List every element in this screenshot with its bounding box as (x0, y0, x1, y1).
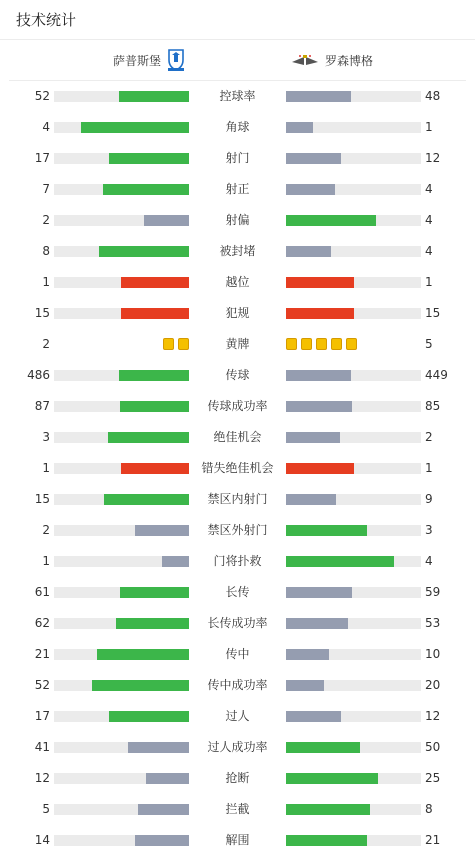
home-bar-track (54, 122, 189, 133)
home-value: 2 (42, 213, 50, 227)
stat-label: 射偏 (225, 213, 250, 227)
away-bar-track (286, 184, 421, 195)
yellow-card-icon (178, 338, 189, 350)
home-bar-fill (146, 773, 189, 784)
home-value: 2 (42, 523, 50, 537)
home-value: 12 (34, 771, 50, 785)
away-bar-fill (286, 711, 341, 722)
away-value: 50 (425, 740, 441, 754)
away-bar-track (286, 804, 421, 815)
stat-row (0, 112, 475, 143)
home-value: 3 (42, 430, 50, 444)
stat-label: 黄牌 (225, 337, 250, 351)
home-bar-track (54, 494, 189, 505)
home-team-crest-icon (167, 48, 185, 72)
home-value: 8 (42, 244, 50, 258)
home-bar-fill (97, 649, 189, 660)
away-bar-track (286, 773, 421, 784)
home-value: 4 (42, 120, 50, 134)
home-bar-track (54, 525, 189, 536)
home-bar-track (54, 742, 189, 753)
away-bar-fill (286, 525, 367, 536)
home-value: 52 (34, 89, 50, 103)
stat-row (0, 701, 475, 732)
home-value: 17 (34, 709, 50, 723)
home-value: 52 (34, 678, 50, 692)
away-value: 20 (425, 678, 441, 692)
away-bar-fill (286, 773, 378, 784)
stat-row (0, 81, 475, 112)
home-bar-track (54, 556, 189, 567)
away-bar-fill (286, 680, 324, 691)
stat-row (0, 546, 475, 577)
yellow-card-icon (301, 338, 312, 350)
away-bar-track (286, 587, 421, 598)
stat-row (0, 236, 475, 267)
stat-label: 控球率 (219, 89, 256, 103)
away-bar-track (286, 246, 421, 257)
away-bar-fill (286, 556, 394, 567)
stat-row (0, 515, 475, 546)
stat-label: 射正 (225, 182, 250, 196)
home-bar-track (54, 773, 189, 784)
away-bar-track (286, 91, 421, 102)
away-bar-track (286, 277, 421, 288)
stat-row (0, 391, 475, 422)
home-bar-track (54, 91, 189, 102)
away-bar-fill (286, 587, 352, 598)
away-bar-fill (286, 215, 376, 226)
home-bar-track (54, 804, 189, 815)
away-bar-fill (286, 153, 341, 164)
away-bar-track (286, 711, 421, 722)
stat-label: 越位 (225, 275, 250, 289)
stat-label: 过人成功率 (207, 740, 268, 754)
home-value: 1 (42, 554, 50, 568)
home-value: 61 (34, 585, 50, 599)
yellow-card-icon (316, 338, 327, 350)
away-bar-fill (286, 122, 313, 133)
stat-label: 传球 (225, 368, 250, 382)
home-bar-fill (119, 91, 189, 102)
home-value: 41 (34, 740, 50, 754)
stat-row (0, 174, 475, 205)
stat-label: 禁区外射门 (207, 523, 268, 537)
home-value: 5 (42, 802, 50, 816)
stat-label: 犯规 (225, 306, 250, 320)
home-bar-fill (81, 122, 189, 133)
away-team-name: 罗森博格 (325, 53, 374, 68)
home-bar-fill (120, 587, 189, 598)
home-bar-track (54, 184, 189, 195)
yellow-card-icon (346, 338, 357, 350)
stat-label: 禁区内射门 (207, 492, 268, 506)
away-value: 4 (425, 213, 433, 227)
stat-row (0, 670, 475, 701)
away-value: 4 (425, 182, 433, 196)
stat-label: 长传 (225, 585, 250, 599)
away-value: 8 (425, 802, 433, 816)
stat-label: 门将扑救 (213, 554, 262, 568)
home-bar-fill (128, 742, 189, 753)
away-bar-track (286, 153, 421, 164)
away-bar-track (286, 618, 421, 629)
page-title: 技术统计 (16, 11, 77, 29)
stat-label: 传中 (225, 647, 250, 661)
stat-row (0, 143, 475, 174)
home-bar-fill (144, 215, 189, 226)
away-team-crest-icon (291, 54, 319, 66)
away-value: 25 (425, 771, 441, 785)
home-value: 15 (34, 492, 50, 506)
stat-label: 长传成功率 (207, 616, 268, 630)
home-bar-track (54, 277, 189, 288)
away-value: 15 (425, 306, 441, 320)
stat-label: 解围 (225, 833, 250, 847)
stat-label: 角球 (225, 120, 250, 134)
away-value: 449 (425, 368, 448, 382)
away-bar-fill (286, 91, 351, 102)
stat-row (0, 825, 475, 856)
home-bar-fill (104, 494, 189, 505)
away-value: 59 (425, 585, 441, 599)
away-bar-track (286, 463, 421, 474)
teams-header (9, 40, 466, 81)
home-bar-track (54, 215, 189, 226)
away-value: 21 (425, 833, 441, 847)
away-bar-track (286, 742, 421, 753)
home-bar-fill (99, 246, 189, 257)
home-bar-track (54, 153, 189, 164)
away-bar-fill (286, 432, 340, 443)
away-value: 4 (425, 554, 433, 568)
away-bar-track (286, 401, 421, 412)
home-bar-fill (121, 308, 189, 319)
title-bar (0, 0, 475, 40)
home-value: 17 (34, 151, 50, 165)
away-bar-track (286, 649, 421, 660)
home-yellow-cards (163, 338, 189, 351)
home-bar-fill (116, 618, 189, 629)
stat-row (0, 577, 475, 608)
away-value: 1 (425, 275, 433, 289)
stat-label: 射门 (225, 151, 250, 165)
stat-label: 传中成功率 (207, 678, 268, 692)
stat-label: 过人 (225, 709, 250, 723)
away-bar-track (286, 556, 421, 567)
home-bar-track (54, 308, 189, 319)
home-team[interactable] (113, 40, 185, 80)
home-bar-track (54, 680, 189, 691)
stat-row (0, 329, 475, 360)
away-bar-track (286, 835, 421, 846)
home-bar-track (54, 711, 189, 722)
away-bar-track (286, 525, 421, 536)
away-bar-track (286, 432, 421, 443)
away-value: 48 (425, 89, 441, 103)
away-bar-fill (286, 742, 360, 753)
away-value: 53 (425, 616, 441, 630)
away-value: 4 (425, 244, 433, 258)
home-bar-fill (119, 370, 189, 381)
stat-row (0, 732, 475, 763)
away-bar-fill (286, 804, 370, 815)
home-value: 7 (42, 182, 50, 196)
away-bar-fill (286, 308, 354, 319)
home-value: 15 (34, 306, 50, 320)
home-bar-fill (109, 711, 189, 722)
stat-row (0, 267, 475, 298)
home-bar-track (54, 246, 189, 257)
away-bar-track (286, 215, 421, 226)
home-bar-fill (138, 804, 189, 815)
away-value: 3 (425, 523, 433, 537)
away-value: 1 (425, 120, 433, 134)
home-bar-fill (109, 153, 189, 164)
away-bar-track (286, 494, 421, 505)
home-value: 62 (34, 616, 50, 630)
away-bar-track (286, 680, 421, 691)
away-bar-track (286, 122, 421, 133)
home-value: 2 (42, 337, 50, 351)
home-bar-fill (121, 277, 189, 288)
home-value: 87 (34, 399, 50, 413)
stat-row (0, 453, 475, 484)
stat-label: 绝佳机会 (213, 430, 262, 444)
away-value: 85 (425, 399, 441, 413)
stat-row (0, 608, 475, 639)
stat-row (0, 422, 475, 453)
away-bar-fill (286, 835, 367, 846)
away-value: 12 (425, 709, 441, 723)
stat-row (0, 298, 475, 329)
home-bar-track (54, 618, 189, 629)
stat-row (0, 794, 475, 825)
home-bar-track (54, 649, 189, 660)
home-team-name: 萨普斯堡 (113, 53, 162, 68)
home-value: 1 (42, 275, 50, 289)
away-bar-fill (286, 401, 352, 412)
home-value: 14 (34, 833, 50, 847)
away-bar-fill (286, 618, 348, 629)
stat-label: 抢断 (225, 771, 250, 785)
away-value: 9 (425, 492, 433, 506)
stat-row (0, 763, 475, 794)
stat-row (0, 639, 475, 670)
home-bar-track (54, 587, 189, 598)
stat-label: 拦截 (225, 802, 250, 816)
stat-label: 传球成功率 (207, 399, 268, 413)
away-bar-fill (286, 184, 335, 195)
yellow-card-icon (286, 338, 297, 350)
yellow-card-icon (163, 338, 174, 350)
home-bar-track (54, 370, 189, 381)
home-bar-track (54, 432, 189, 443)
away-yellow-cards (286, 338, 357, 351)
away-bar-fill (286, 246, 331, 257)
away-value: 2 (425, 430, 433, 444)
home-bar-fill (108, 432, 189, 443)
away-bar-fill (286, 494, 336, 505)
stat-label: 被封堵 (219, 244, 256, 258)
home-value: 21 (34, 647, 50, 661)
home-bar-fill (121, 463, 189, 474)
home-value: 486 (27, 368, 50, 382)
away-value: 5 (425, 337, 433, 351)
away-bar-track (286, 308, 421, 319)
away-value: 10 (425, 647, 441, 661)
away-bar-fill (286, 649, 329, 660)
home-bar-fill (135, 525, 189, 536)
stat-row (0, 484, 475, 515)
away-value: 12 (425, 151, 441, 165)
home-bar-track (54, 835, 189, 846)
home-bar-track (54, 401, 189, 412)
away-bar-fill (286, 277, 354, 288)
away-value: 1 (425, 461, 433, 475)
away-bar-fill (286, 463, 354, 474)
stat-label: 错失绝佳机会 (201, 461, 274, 475)
home-bar-fill (103, 184, 189, 195)
home-bar-fill (120, 401, 189, 412)
away-bar-track (286, 370, 421, 381)
yellow-card-icon (331, 338, 342, 350)
home-bar-track (54, 463, 189, 474)
home-bar-fill (135, 835, 189, 846)
home-bar-fill (162, 556, 189, 567)
home-value: 1 (42, 461, 50, 475)
stat-row (0, 205, 475, 236)
home-bar-fill (92, 680, 189, 691)
away-bar-fill (286, 370, 351, 381)
away-team[interactable] (291, 40, 373, 80)
stat-row (0, 360, 475, 391)
